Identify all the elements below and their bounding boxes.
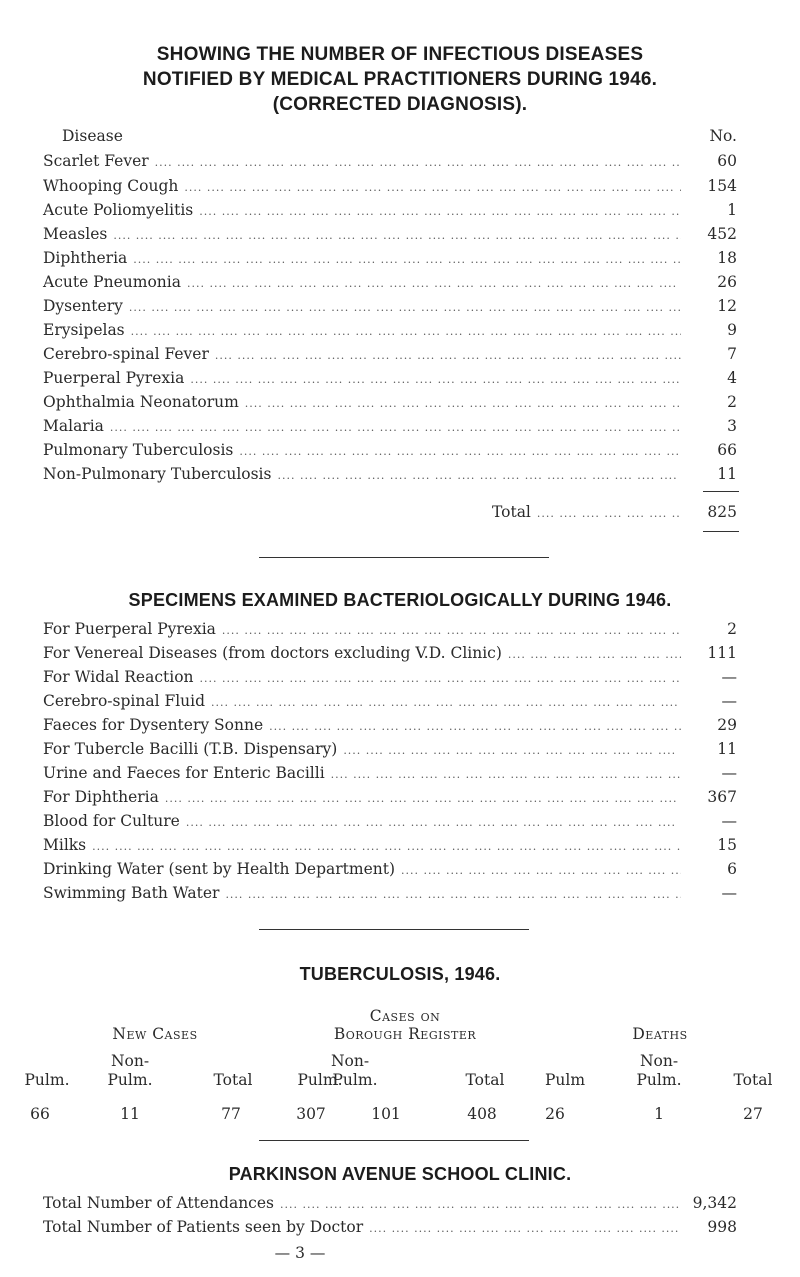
list-item: For Venereal Diseases (from doctors excluding V.D. Clinic) .... 111	[43, 642, 737, 664]
list-item: Erysipelas .... 9	[43, 319, 737, 341]
tuberculosis-heading: TUBERCULOSIS, 1946.	[299, 964, 501, 984]
tb-header-cell: Pulm	[544, 1071, 586, 1089]
tb-header-cell: Total	[733, 1071, 773, 1089]
list-item: Pulmonary Tuberculosis .... 66	[43, 439, 737, 461]
list-item: Cerebro-spinal Fluid .... —	[43, 690, 737, 712]
number-column-header: No.	[709, 127, 737, 145]
title-line-1: SHOWING THE NUMBER OF INFECTIOUS DISEASES	[156, 44, 644, 65]
total-rule-top	[703, 491, 739, 492]
tb-value-cell: 307	[296, 1105, 326, 1123]
list-item: Non-Pulmonary Tuberculosis .... 11	[43, 463, 737, 485]
borough-register-label: Borough Register	[333, 1025, 477, 1043]
disease-column-header: Disease	[62, 127, 123, 145]
tb-value-cell: 27	[743, 1105, 763, 1123]
list-item: Ophthalmia Neonatorum .... 2	[43, 391, 737, 413]
section-divider	[259, 1140, 529, 1141]
list-item: For Diphtheria .... 367	[43, 786, 737, 808]
tb-header-cell: Pulm.	[107, 1071, 153, 1089]
list-item: Scarlet Fever .... 60	[43, 150, 737, 172]
tb-value-cell: 77	[221, 1105, 241, 1123]
list-item: Blood for Culture .... —	[43, 810, 737, 832]
specimens-heading: SPECIMENS EXAMINED BACTERIOLOGICALLY DURING 1946.	[128, 590, 672, 610]
tb-header-cell: Pulm.	[297, 1071, 343, 1089]
list-item: Dysentery .... 12	[43, 295, 737, 317]
list-item: Total Number of Attendances .... 9,342	[43, 1192, 737, 1214]
tb-value-cell: 11	[120, 1105, 140, 1123]
total-row	[492, 501, 737, 523]
tb-value-cell: 408	[467, 1105, 497, 1123]
tb-header-non-2: Non-	[330, 1052, 370, 1070]
tb-value-cell: 26	[545, 1105, 565, 1123]
section-divider	[259, 557, 549, 558]
tb-header-non-1: Non-	[110, 1052, 150, 1070]
list-item: Urine and Faeces for Enteric Bacilli .... —	[43, 762, 737, 784]
list-item: Cerebro-spinal Fever .... 7	[43, 343, 737, 365]
tb-value-cell: 66	[30, 1105, 50, 1123]
total-value: 825	[707, 503, 737, 521]
tb-header-cell: Pulm.	[332, 1071, 378, 1089]
tb-header-cell: Pulm.	[636, 1071, 682, 1089]
new-cases-label: New Cases	[112, 1025, 198, 1043]
list-item: For Widal Reaction .... —	[43, 666, 737, 688]
list-item: Acute Pneumonia .... 26	[43, 271, 737, 293]
tb-header-non-3: Non-	[639, 1052, 679, 1070]
list-item: Malaria .... 3	[43, 415, 737, 437]
deaths-label: Deaths	[632, 1025, 688, 1043]
tb-header-cell: Total	[213, 1071, 253, 1089]
list-item: Acute Poliomyelitis .... 1	[43, 199, 737, 221]
list-item: Drinking Water (sent by Health Department) .... 6	[43, 858, 737, 880]
clinic-heading: PARKINSON AVENUE SCHOOL CLINIC.	[228, 1164, 572, 1184]
total-label: Total	[492, 503, 531, 521]
list-item: Swimming Bath Water .... —	[43, 882, 737, 904]
list-item: For Puerperal Pyrexia .... 2	[43, 618, 737, 640]
list-item: Puerperal Pyrexia .... 4	[43, 367, 737, 389]
list-item: Measles .... 452	[43, 223, 737, 245]
list-item: Whooping Cough .... 154	[43, 175, 737, 197]
list-item: Total Number of Patients seen by Doctor .... 998	[43, 1216, 737, 1238]
title-line-3: (CORRECTED DIAGNOSIS).	[272, 94, 528, 115]
page-number: — 3 —	[274, 1244, 326, 1262]
tb-value-cell: 1	[654, 1105, 664, 1123]
tb-header-cell: Pulm.	[24, 1071, 70, 1089]
title-line-2: NOTIFIED BY MEDICAL PRACTITIONERS DURING 1946.	[142, 69, 658, 90]
section-divider	[259, 929, 529, 930]
list-item: Faeces for Dysentery Sonne .... 29	[43, 714, 737, 736]
tb-value-cell: 101	[371, 1105, 401, 1123]
list-item: Milks .... 15	[43, 834, 737, 856]
total-rule-bottom	[703, 531, 739, 532]
list-item: For Tubercle Bacilli (T.B. Dispensary) .... 11	[43, 738, 737, 760]
list-item: Diphtheria .... 18	[43, 247, 737, 269]
page-title	[0, 42, 800, 117]
tb-header-cell: Total	[465, 1071, 505, 1089]
cases-on-label: Cases on	[369, 1007, 441, 1025]
